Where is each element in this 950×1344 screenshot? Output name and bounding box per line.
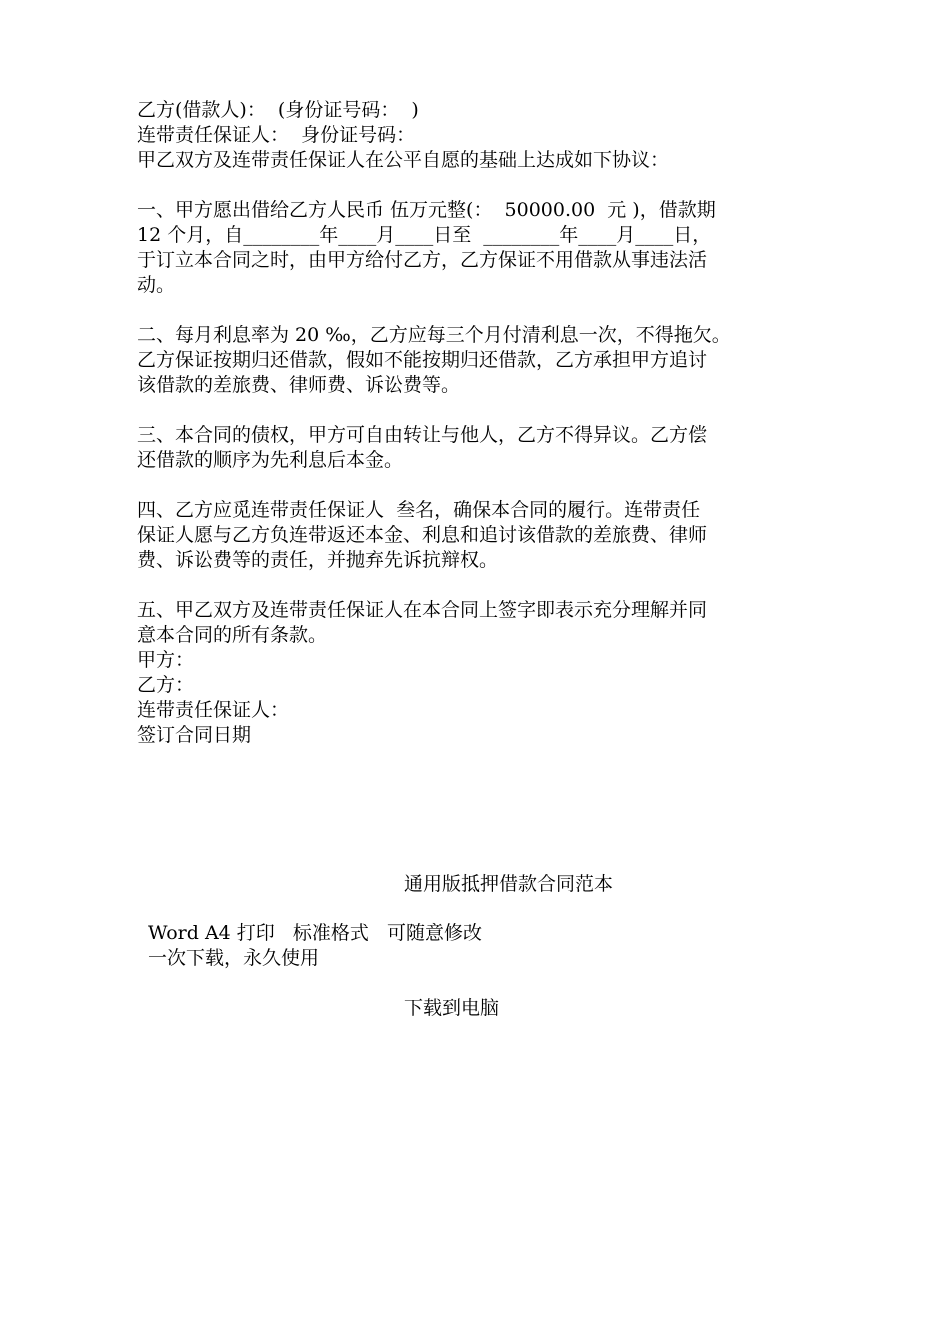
promo-title: 通用版抵押借款合同范本 [404,873,614,895]
signature-block [137,648,827,748]
clause-line: 12 个月，自________年____月____日至 ________年____月____日， [137,224,712,246]
clause-2 [137,323,827,398]
clause-line: 费、诉讼费等的责任，并抛弃先诉抗辩权。 [137,549,499,571]
download-link[interactable]: 下载到电脑 [404,997,500,1019]
clause-line: 于订立本合同之时，由甲方给付乙方，乙方保证不用借款从事违法活 [137,249,708,271]
clause-line: 保证人愿与乙方负连带返还本金、利息和追讨该借款的差旅费、律师 [137,524,708,546]
contract-body [137,98,827,748]
clause-4 [137,498,827,573]
clause-line: 一、甲方愿出借给乙方人民币 伍万元整(： 50000.00 元 )，借款期 [137,199,716,221]
party-a-signature: 甲方： [137,649,195,671]
borrower-line: 乙方(借款人)： (身份证号码： ) [137,99,419,121]
promo-feature: Word A4 打印 标准格式 可随意修改 [148,922,483,944]
agreement-intro: 甲乙双方及连带责任保证人在公平自愿的基础上达成如下协议： [137,149,670,171]
signing-date: 签订合同日期 [137,724,252,746]
clause-line: 还借款的顺序为先利息后本金。 [137,449,404,471]
promo-feature: 一次下载，永久使用 [148,947,320,969]
clause-5 [137,598,827,648]
clause-line: 二、每月利息率为 20 ‰，乙方应每三个月付清利息一次，不得拖欠。 [137,324,731,346]
clause-3 [137,423,827,473]
party-b-signature: 乙方： [137,674,195,696]
guarantor-signature: 连带责任保证人： [137,699,290,721]
clause-line: 乙方保证按期归还借款，假如不能按期归还借款，乙方承担甲方追讨 [137,349,708,371]
clause-line: 三、本合同的债权，甲方可自由转让与他人，乙方不得异议。乙方偿 [137,424,708,446]
clause-line: 五、甲乙双方及连带责任保证人在本合同上签字即表示充分理解并同 [137,599,708,621]
clause-line: 动。 [137,274,176,296]
promo-features [148,921,482,971]
clause-line: 该借款的差旅费、律师费、诉讼费等。 [137,374,461,396]
guarantor-line: 连带责任保证人： 身份证号码： [137,124,416,146]
clause-1 [137,198,827,298]
clause-line: 意本合同的所有条款。 [137,624,328,646]
clause-line: 四、乙方应觅连带责任保证人 叁名，确保本合同的履行。连带责任 [137,499,701,521]
